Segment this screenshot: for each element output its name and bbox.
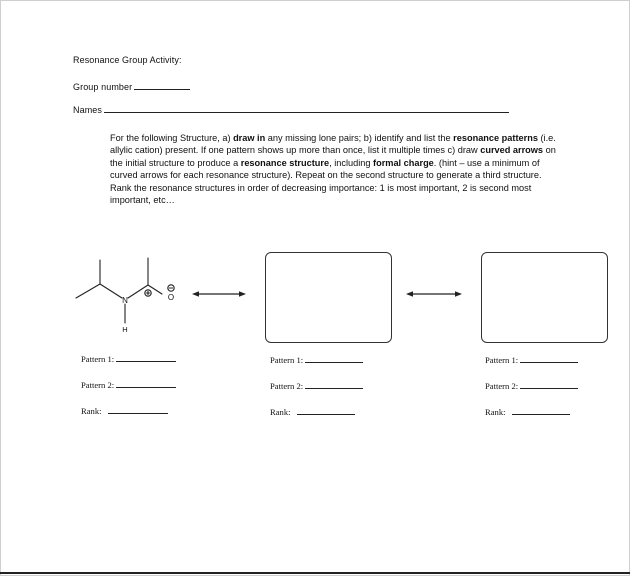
- col2-rank-row: [270, 406, 355, 417]
- resonance-structure-3-box[interactable]: [481, 252, 608, 343]
- group-number-label: Group number: [73, 82, 133, 92]
- col3-rank-row: [485, 406, 570, 417]
- atom-o-label: O: [167, 293, 175, 302]
- col3-pattern1-label: Pattern 1:: [485, 355, 519, 365]
- col1-pattern2-field[interactable]: [116, 379, 176, 388]
- names-label: Names: [73, 105, 103, 115]
- col1-pattern1-label: Pattern 1:: [81, 354, 115, 364]
- col2-rank-label: Rank:: [270, 407, 291, 417]
- col3-rank-label: Rank:: [485, 407, 506, 417]
- resonance-structure-2-box[interactable]: [265, 252, 392, 343]
- col1-rank-row: [81, 405, 168, 416]
- col2-pattern1-row: [270, 354, 363, 365]
- col2-pattern2-row: [270, 380, 363, 391]
- worksheet-title: Resonance Group Activity:: [73, 55, 182, 65]
- atom-n-label: N: [122, 296, 128, 305]
- col3-pattern1-field[interactable]: [520, 354, 578, 363]
- col1-pattern1-row: [81, 353, 176, 364]
- col3-pattern2-row: [485, 380, 578, 391]
- instructions-paragraph: For the following Structure, a) draw in any missing lone pairs; b) identify and list the resonance patterns (i.e. allylic cation) present. If one pattern shows up more than once, list it multiple times c) draw curved arrows on the initial structure to produce a resonance structure, including formal charge. (hint – use a minimum of curved arrows for each resonance structure). Repeat on the second structure to generate a third structure. Rank the resonance structures in order of decreasing importance: 1 is most important, 2 is second most important, etc…: [110, 133, 556, 206]
- col3-rank-field[interactable]: [512, 406, 570, 415]
- col3-pattern1-row: [485, 354, 578, 365]
- atom-h-label: H: [122, 325, 128, 334]
- col2-pattern1-label: Pattern 1:: [270, 355, 304, 365]
- col1-rank-label: Rank:: [81, 406, 102, 416]
- col1-pattern2-row: [81, 379, 176, 390]
- col2-rank-field[interactable]: [297, 406, 355, 415]
- col2-pattern1-field[interactable]: [305, 354, 363, 363]
- col2-pattern2-label: Pattern 2:: [270, 381, 304, 391]
- col1-pattern2-label: Pattern 2:: [81, 380, 115, 390]
- col3-pattern2-label: Pattern 2:: [485, 381, 519, 391]
- col2-pattern2-field[interactable]: [305, 380, 363, 389]
- col1-rank-field[interactable]: [108, 405, 168, 414]
- col1-pattern1-field[interactable]: [116, 353, 176, 362]
- col3-pattern2-field[interactable]: [520, 380, 578, 389]
